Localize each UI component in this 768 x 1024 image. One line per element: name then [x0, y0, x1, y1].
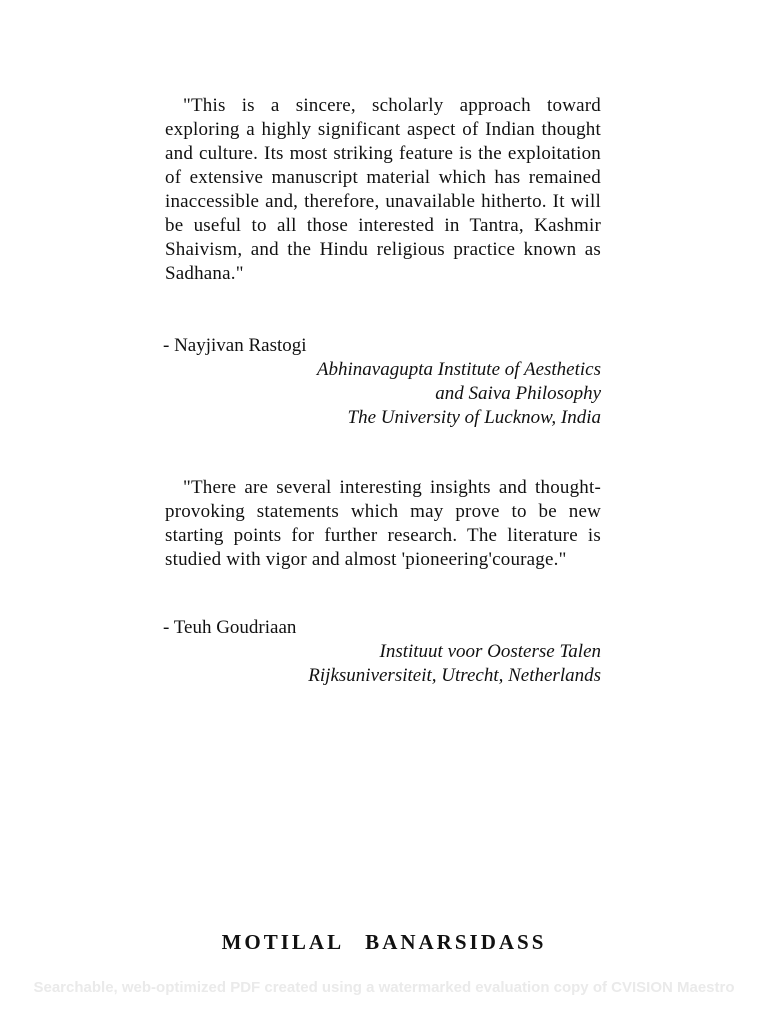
quote-block-1	[165, 94, 601, 286]
affiliation-line: Rijksuniversiteit, Utrecht, Netherlands	[308, 665, 601, 686]
quote-affiliation-2	[163, 640, 601, 688]
affiliation-line: Abhinavagupta Institute of Aesthetics	[316, 359, 601, 380]
affiliation-line: The University of Lucknow, India	[347, 407, 601, 428]
quote-text-1: "This is a sincere, scholarly approach toward exploring a highly significant aspect of Indian thought and culture. Its most striking feature is the exploitation of extensive manuscript material which has remained inaccessible and, therefore, unavailable hitherto. It will be useful to all those interested in Tantra, Kashmir Shaivism, and the Hindu religious practice known as Sadhana."	[165, 95, 601, 284]
affiliation-line: and Saiva Philosophy	[435, 383, 601, 404]
quote-affiliation-1	[163, 358, 601, 430]
affiliation-line: Instituut voor Oosterse Talen	[379, 641, 601, 662]
quote-author-2: - Teuh Goudriaan	[163, 617, 297, 638]
attribution-2	[163, 616, 601, 688]
attribution-1	[163, 334, 601, 430]
quote-block-2	[165, 476, 601, 572]
publisher-name: MOTILAL BANARSIDASS	[221, 930, 547, 954]
watermark-text: Searchable, web-optimized PDF created using a watermarked evaluation copy of CVISION Maestro	[33, 979, 735, 996]
quote-text-2: "There are several interesting insights and thought-provoking statements which may prove to be new starting points for further research. The literature is studied with vigor and almost 'pioneering'courage."	[165, 477, 601, 570]
quote-author-1: - Nayjivan Rastogi	[163, 335, 307, 356]
